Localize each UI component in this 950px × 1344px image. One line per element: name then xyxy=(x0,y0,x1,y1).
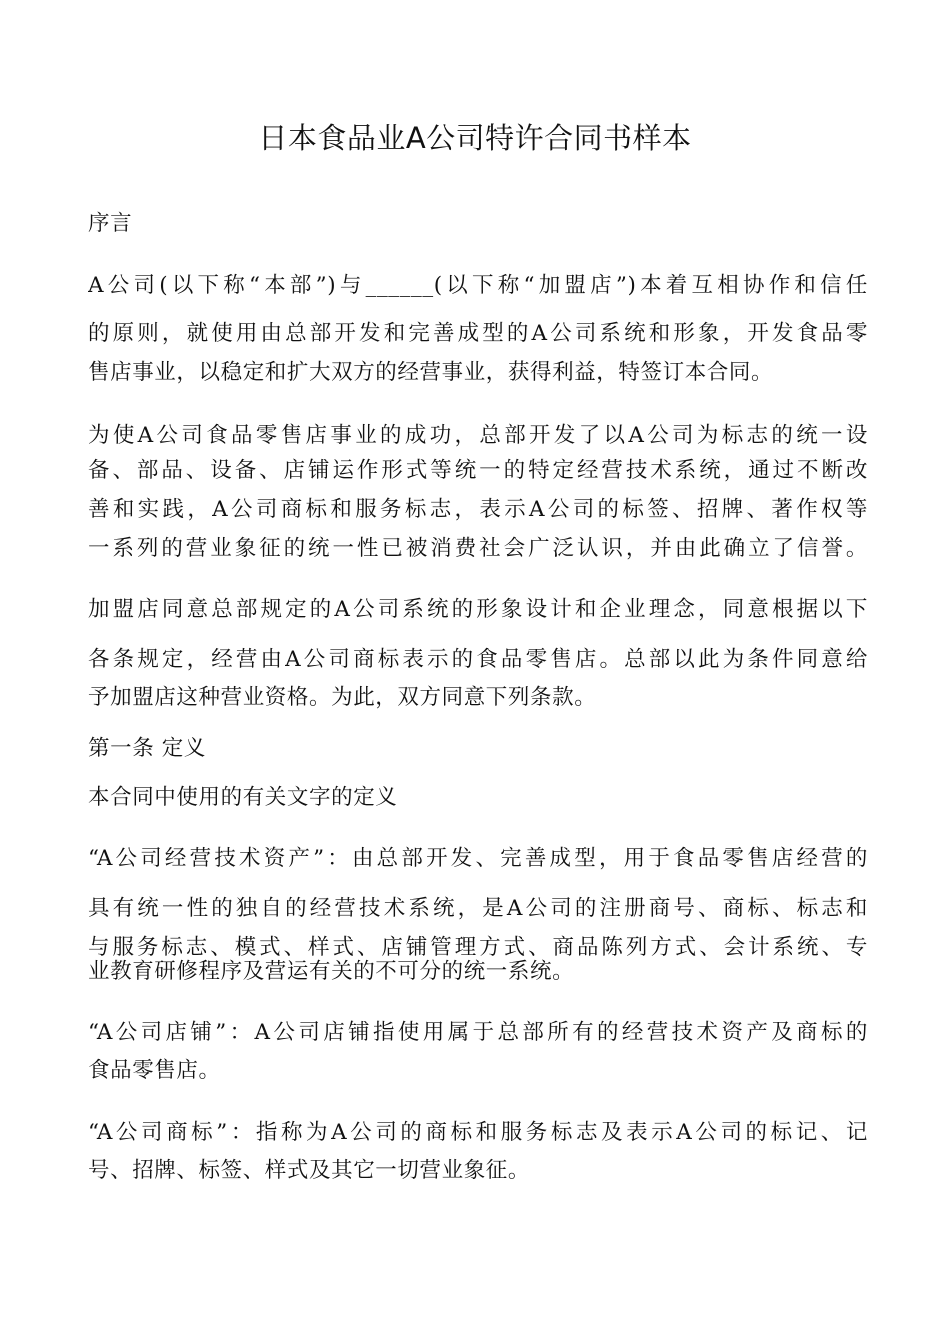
paragraph-line: 各条规定，经营由A公司商标表示的食品零售店。总部以此为条件同意给 xyxy=(88,647,868,672)
article-heading: 第一条 定义 xyxy=(88,736,206,761)
definition-line: “A公司店铺”：A公司店铺指使用属于总部所有的经营技术资产及商标的 xyxy=(88,1020,868,1045)
definition-line: 号、招牌、标签、样式及其它一切营业象征。 xyxy=(88,1158,531,1183)
definitions-intro: 本合同中使用的有关文字的定义 xyxy=(88,785,398,810)
definition-line: 具有统一性的独自的经营技术系统，是A公司的注册商号、商标、标志和 xyxy=(88,896,868,921)
definition-line: 食品零售店。 xyxy=(88,1058,221,1083)
paragraph-line: 加盟店同意总部规定的A公司系统的形象设计和企业理念，同意根据以下 xyxy=(88,597,868,622)
definition-line: “A公司经营技术资产”：由总部开发、完善成型，用于食品零售店经营的 xyxy=(88,846,868,871)
preface-heading: 序言 xyxy=(88,211,133,236)
paragraph-line: 的原则，就使用由总部开发和完善成型的A公司系统和形象，开发食品零 xyxy=(88,321,868,346)
definition-line: 与服务标志、模式、样式、店铺管理方式、商品陈列方式、会计系统、专 xyxy=(88,935,868,960)
definition-line: 业教育研修程序及营运有关的不可分的统一系统。 xyxy=(88,959,575,984)
document-title: 日本食品业A公司特许合同书样本 xyxy=(258,121,692,155)
paragraph-line: 为使A公司食品零售店事业的成功，总部开发了以A公司为标志的统一设 xyxy=(88,423,868,448)
paragraph-line: 备、部品、设备、店铺运作形式等统一的特定经营技术系统，通过不断改 xyxy=(88,458,868,483)
paragraph-line: 予加盟店这种营业资格。为此，双方同意下列条款。 xyxy=(88,685,597,710)
paragraph-line: A公司(以下称“本部”)与______(以下称“加盟店”)本着互相协作和信任 xyxy=(88,273,868,298)
definition-line: “A公司商标”：指称为A公司的商标和服务标志及表示A公司的标记、记 xyxy=(88,1120,868,1145)
paragraph-line: 售店事业，以稳定和扩大双方的经营事业，获得利益，特签订本合同。 xyxy=(88,360,774,385)
paragraph-line: 善和实践，A公司商标和服务标志，表示A公司的标签、招牌、著作权等 xyxy=(88,497,868,522)
paragraph-line: 一系列的营业象征的统一性已被消费社会广泛认识，并由此确立了信誉。 xyxy=(88,536,868,561)
